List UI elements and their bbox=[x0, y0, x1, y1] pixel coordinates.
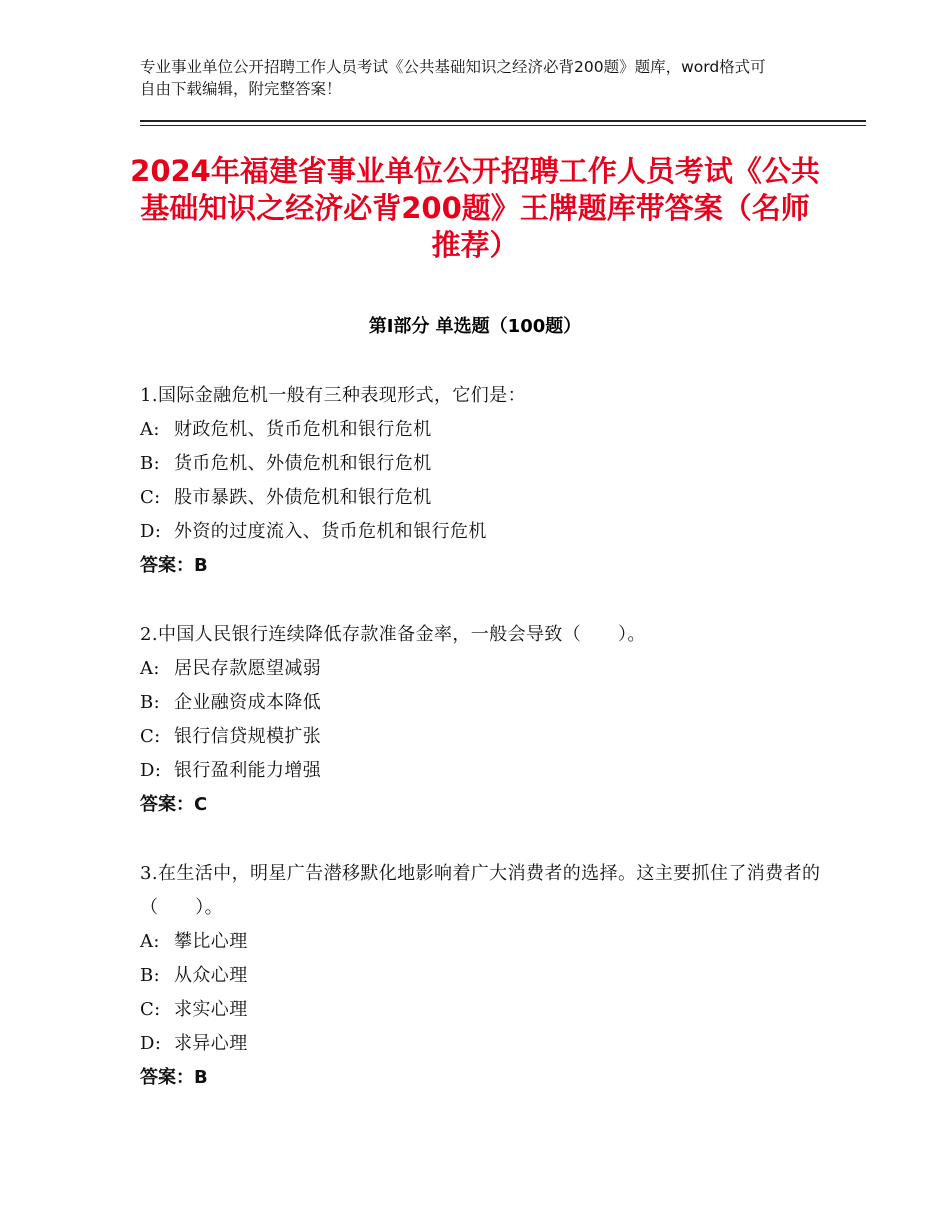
option-a bbox=[140, 413, 830, 447]
option-text: 求异心理 bbox=[174, 1033, 248, 1054]
option-a bbox=[140, 652, 830, 686]
option-letter: A: bbox=[140, 419, 160, 440]
option-text: 从众心理 bbox=[174, 965, 248, 986]
option-b bbox=[140, 686, 830, 720]
option-c bbox=[140, 720, 830, 754]
option-b bbox=[140, 959, 830, 993]
option-text: 外资的过度流入、货币危机和银行危机 bbox=[174, 521, 487, 542]
answer: 答案：B bbox=[140, 555, 208, 576]
header-rule-thin bbox=[140, 125, 866, 126]
option-d bbox=[140, 754, 830, 788]
option-text: 攀比心理 bbox=[174, 931, 248, 952]
option-letter: C: bbox=[140, 999, 161, 1020]
header-rule-thick bbox=[140, 120, 866, 122]
option-d bbox=[140, 1027, 830, 1061]
option-letter: B: bbox=[140, 965, 161, 986]
option-b bbox=[140, 447, 830, 481]
option-text: 财政危机、货币危机和银行危机 bbox=[174, 419, 432, 440]
option-letter: D: bbox=[140, 1033, 162, 1054]
question-2 bbox=[140, 618, 830, 822]
option-letter: B: bbox=[140, 453, 161, 474]
option-text: 求实心理 bbox=[174, 999, 248, 1020]
question-stem: 1.国际金融危机一般有三种表现形式，它们是： bbox=[140, 385, 526, 406]
option-text: 货币危机、外债危机和银行危机 bbox=[174, 453, 432, 474]
option-text: 银行盈利能力增强 bbox=[174, 760, 322, 781]
option-c bbox=[140, 481, 830, 515]
header-note: 专业事业单位公开招聘工作人员考试《公共基础知识之经济必背200题》题库，word格式可自由下载编辑，附完整答案！ bbox=[140, 58, 766, 98]
option-text: 企业融资成本降低 bbox=[174, 692, 322, 713]
option-d bbox=[140, 515, 830, 549]
option-text: 银行信贷规模扩张 bbox=[174, 726, 322, 747]
option-text: 股市暴跌、外债危机和银行危机 bbox=[174, 487, 432, 508]
question-stem: 2.中国人民银行连续降低存款准备金率，一般会导致（ ）。 bbox=[140, 624, 646, 645]
section-heading: 第Ⅰ部分 单选题（100题） bbox=[368, 316, 582, 337]
option-letter: C: bbox=[140, 726, 161, 747]
option-letter: A: bbox=[140, 658, 160, 679]
document-title: 2024年福建省事业单位公开招聘工作人员考试《公共基础知识之经济必背200题》王牌题库带答案（名师推荐） bbox=[130, 154, 820, 262]
answer: 答案：C bbox=[140, 794, 208, 815]
question-1 bbox=[140, 379, 830, 583]
option-letter: B: bbox=[140, 692, 161, 713]
option-letter: A: bbox=[140, 931, 160, 952]
option-a bbox=[140, 925, 830, 959]
option-text: 居民存款愿望减弱 bbox=[174, 658, 322, 679]
option-letter: C: bbox=[140, 487, 161, 508]
answer: 答案：B bbox=[140, 1067, 208, 1088]
question-3 bbox=[140, 857, 830, 1095]
option-c bbox=[140, 993, 830, 1027]
question-stem: 3.在生活中，明星广告潜移默化地影响着广大消费者的选择。这主要抓住了消费者的（ ）。 bbox=[140, 863, 821, 918]
option-letter: D: bbox=[140, 521, 162, 542]
option-letter: D: bbox=[140, 760, 162, 781]
